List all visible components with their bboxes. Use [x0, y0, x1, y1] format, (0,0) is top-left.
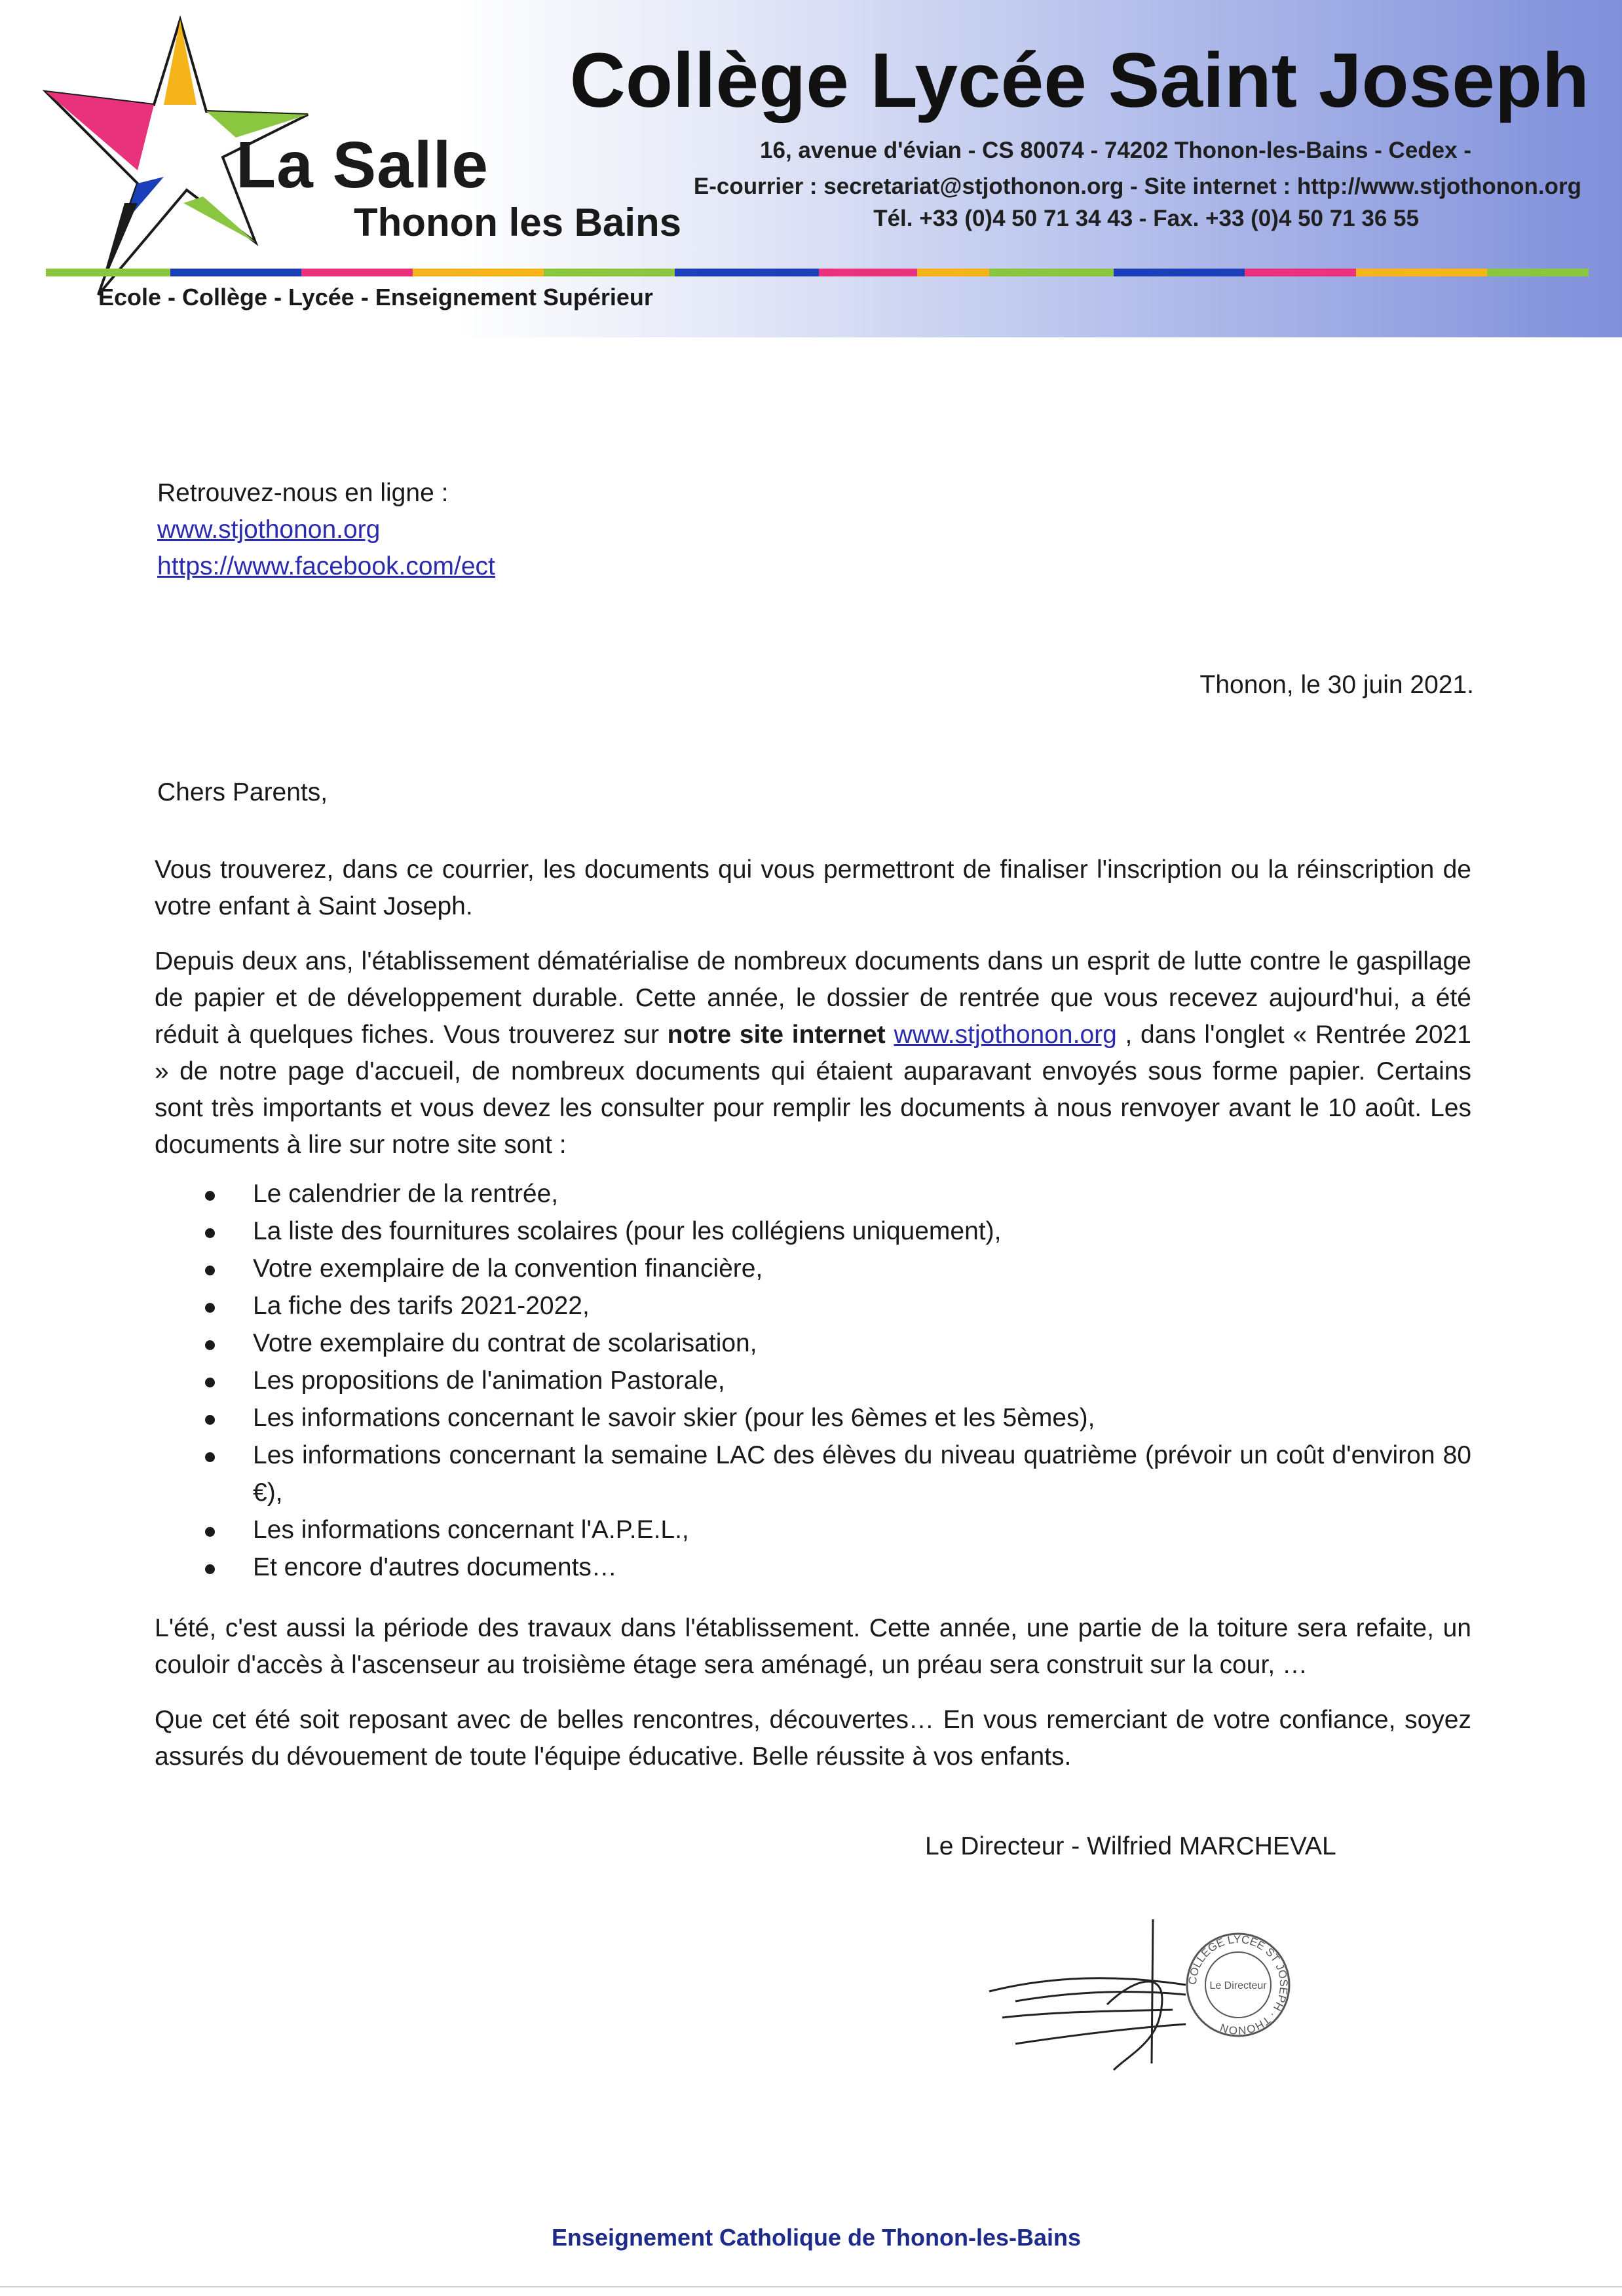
color-stripe [46, 269, 1589, 276]
tagline: Ecole - Collège - Lycée - Enseignement Supérieur [98, 284, 653, 311]
paragraph-works: L'été, c'est aussi la période des travaux dans l'établissement. Cette année, une partie de la toiture sera refaite, un couloir d'accès à l'ascenseur au troisième étage sera aménagé, un préau sera construit sur la cour, … [155, 1614, 1471, 1679]
address-line: 16, avenue d'évian - CS 80074 - 74202 Thonon-les-Bains - Cedex - [760, 138, 1471, 163]
paragraph-closing: Que cet été soit reposant avec de belles rencontres, découvertes… En vous remerciant de votre confiance, soyez assurés du dévouement de toute l'équipe éducative. Belle réussite à vos enfants. [155, 1706, 1471, 1771]
brand-main: La Salle [236, 128, 489, 202]
paragraph-text: Depuis deux ans, l'établissement dématérialise de nombreux documents dans un esprit de lutte contre le gaspillage de papier et de développement durable. Cette année, le dossier de rentrée que vous recevez aujourd'hui, a été réduit à quelques fiches. Vous trouverez sur [155, 947, 1471, 1049]
list-item: Les informations concernant la semaine LAC des élèves du niveau quatrième (prévoir un coût d'environ 80 €), [155, 1437, 1471, 1511]
list-item: Votre exemplaire de la convention financière, [155, 1250, 1471, 1287]
footer-text: Enseignement Catholique de Thonon-les-Bains [552, 2224, 1082, 2251]
signature-stamp-icon [976, 1913, 1317, 2083]
contact-line: E-courrier : secretariat@stjothonon.org - Site internet : http://www.stjothonon.org [693, 174, 1581, 199]
stamp-center-text: Le Directeur [1209, 1980, 1267, 1991]
letterhead [0, 0, 1622, 337]
stamp-ring-text: COLLEGE LYCEE ST JOSEPH · THONON [1186, 1932, 1291, 2037]
website-link[interactable]: www.stjothonon.org [157, 516, 381, 544]
list-item: Le calendrier de la rentrée, [155, 1175, 1471, 1213]
paragraph-intro: Vous trouverez, dans ce courrier, les documents qui vous permettront de finaliser l'inscription ou la réinscription de votre enfant à Saint Joseph. [155, 856, 1471, 920]
documents-list [155, 1175, 1471, 1586]
list-item: La fiche des tarifs 2021-2022, [155, 1287, 1471, 1325]
list-item: Votre exemplaire du contrat de scolarisation, [155, 1325, 1471, 1362]
phone-line: Tél. +33 (0)4 50 71 34 43 - Fax. +33 (0)4 50 71 36 55 [873, 206, 1419, 231]
page-edge [0, 2286, 1622, 2287]
bold-site-label: notre site internet [667, 1021, 886, 1049]
school-name: Collège Lycée Saint Joseph [569, 37, 1589, 124]
list-item: La liste des fournitures scolaires (pour les collégiens uniquement), [155, 1213, 1471, 1250]
online-block [157, 475, 495, 585]
list-item: Et encore d'autres documents… [155, 1549, 1471, 1586]
letter-date: Thonon, le 30 juin 2021. [1199, 671, 1474, 699]
paragraph-dematerialisation [155, 943, 1471, 1163]
brand-sub: Thonon les Bains [354, 200, 682, 244]
facebook-link[interactable]: https://www.facebook.com/ect [157, 552, 495, 580]
signature-line: Le Directeur - Wilfried MARCHEVAL [925, 1832, 1336, 1860]
list-item: Les informations concernant l'A.P.E.L., [155, 1511, 1471, 1549]
greeting: Chers Parents, [157, 778, 328, 806]
inline-website-link[interactable]: www.stjothonon.org [894, 1021, 1117, 1049]
list-item: Les propositions de l'animation Pastorale, [155, 1362, 1471, 1399]
paragraph-text: , dans l'onglet « Rentrée 2021 » de notre page d'accueil, de nombreux documents qui étaient auparavant envoyés sous forme papier. Certains sont très importants et vous devez les consulter pour remplir les documents à nous renvoyer avant le 10 août. Les documents à lire sur notre site sont : [155, 1021, 1471, 1159]
list-item: Les informations concernant le savoir skier (pour les 6èmes et les 5èmes), [155, 1399, 1471, 1437]
online-label: Retrouvez-nous en ligne : [157, 479, 449, 507]
